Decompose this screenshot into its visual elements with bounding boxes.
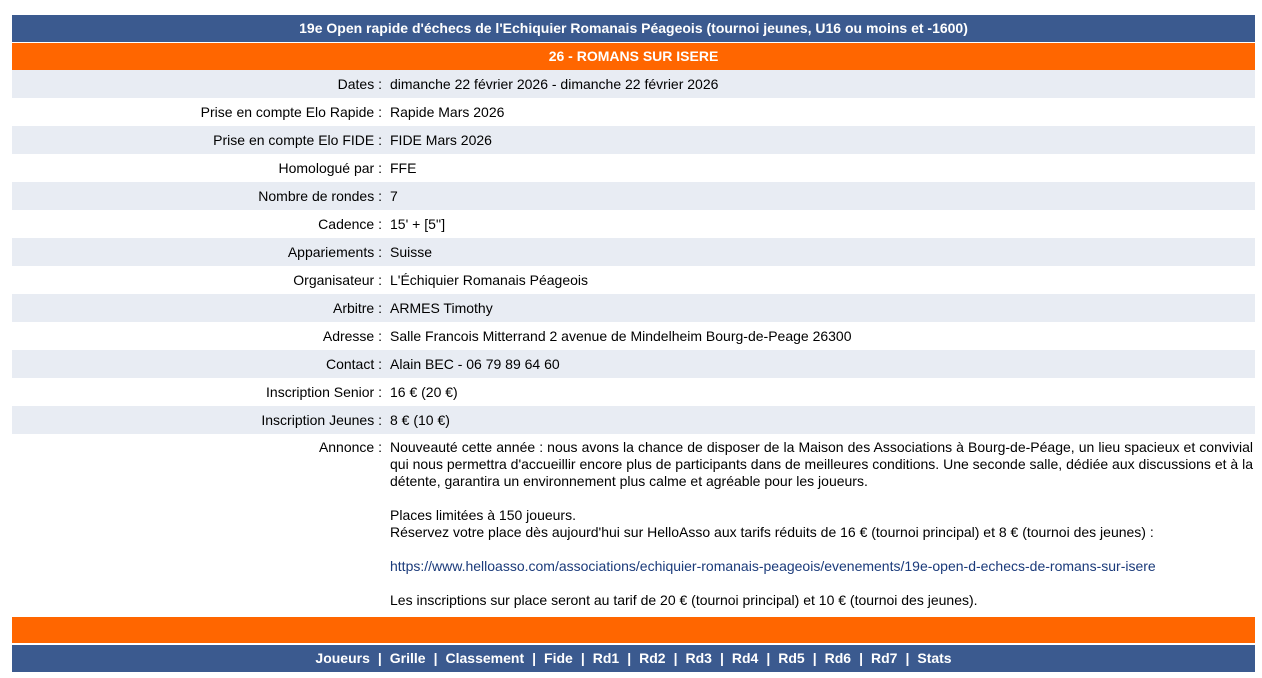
info-label: Appariements :	[12, 238, 390, 266]
annonce-paragraph	[390, 507, 1255, 541]
info-row	[12, 126, 1255, 154]
tournament-nav	[12, 645, 1255, 672]
info-value: 8 € (10 €)	[390, 406, 1255, 434]
info-value: dimanche 22 février 2026 - dimanche 22 février 2026	[390, 70, 1255, 98]
nav-link-rd4[interactable]: Rd4	[731, 650, 759, 666]
info-label: Inscription Senior :	[12, 378, 390, 406]
nav-link-rd6[interactable]: Rd6	[824, 650, 852, 666]
annonce-places: Places limitées à 150 joueurs.	[390, 507, 576, 523]
info-value: L'Échiquier Romanais Péageois	[390, 266, 1255, 294]
info-label: Prise en compte Elo FIDE :	[12, 126, 390, 154]
info-row	[12, 182, 1255, 210]
nav-link-rd5[interactable]: Rd5	[778, 650, 805, 666]
info-label: Nombre de rondes :	[12, 182, 390, 210]
info-value: Suisse	[390, 238, 1255, 266]
nav-link-rd2[interactable]: Rd2	[639, 650, 666, 666]
info-label: Adresse :	[12, 322, 390, 350]
annonce-label: Annonce :	[12, 434, 390, 615]
info-value: Rapide Mars 2026	[390, 98, 1255, 126]
info-value: Alain BEC - 06 79 89 64 60	[390, 350, 1255, 378]
info-row	[12, 266, 1255, 294]
info-label: Organisateur :	[12, 266, 390, 294]
info-value: Salle Francois Mitterrand 2 avenue de Mindelheim Bourg-de-Peage 26300	[390, 322, 1255, 350]
nav-separator: |	[766, 650, 771, 666]
info-row	[12, 210, 1255, 238]
info-value: FIDE Mars 2026	[390, 126, 1255, 154]
nav-separator: |	[532, 650, 537, 666]
nav-separator: |	[377, 650, 382, 666]
tournament-info-table	[12, 70, 1255, 615]
nav-link-rd3[interactable]: Rd3	[685, 650, 712, 666]
nav-link-rd1[interactable]: Rd1	[592, 650, 620, 666]
annonce-paragraph: Les inscriptions sur place seront au tarif de 20 € (tournoi principal) et 10 € (tournoi des jeunes).	[390, 592, 978, 608]
nav-link-classement[interactable]: Classement	[445, 650, 525, 666]
info-value: 16 € (20 €)	[390, 378, 1255, 406]
info-label: Prise en compte Elo Rapide :	[12, 98, 390, 126]
annonce-row	[12, 434, 1255, 615]
nav-link-grille[interactable]: Grille	[389, 650, 426, 666]
nav-link-joueurs[interactable]: Joueurs	[315, 650, 370, 666]
info-label: Contact :	[12, 350, 390, 378]
tournament-location: 26 - ROMANS SUR ISERE	[12, 43, 1255, 70]
nav-link-rd7[interactable]: Rd7	[870, 650, 898, 666]
info-value: 7	[390, 182, 1255, 210]
tournament-page	[12, 15, 1255, 672]
nav-separator: |	[719, 650, 724, 666]
annonce-paragraph: Nouveauté cette année : nous avons la chance de disposer de la Maison des Associations à Bourg-de-Péage, un lieu spacieux et convivial qui nous permettra d'accueillir encore plus de participants dans de meilleures conditions. Une seconde salle, dédiée aux discussions et à la détente, garantira un environnement plus calme et agréable pour les joueurs.	[390, 439, 1253, 489]
nav-separator: |	[673, 650, 678, 666]
nav-separator: |	[812, 650, 817, 666]
nav-separator: |	[905, 650, 910, 666]
info-row	[12, 70, 1255, 98]
info-row	[12, 154, 1255, 182]
tournament-title: 19e Open rapide d'échecs de l'Echiquier Romanais Péageois (tournoi jeunes, U16 ou moins et -1600)	[12, 15, 1255, 42]
info-value: FFE	[390, 154, 1255, 182]
info-label: Homologué par :	[12, 154, 390, 182]
info-row	[12, 98, 1255, 126]
nav-link-fide[interactable]: Fide	[544, 650, 573, 666]
info-label: Cadence :	[12, 210, 390, 238]
info-row	[12, 294, 1255, 322]
nav-separator: |	[433, 650, 438, 666]
info-row	[12, 378, 1255, 406]
nav-separator: |	[627, 650, 632, 666]
nav-separator: |	[580, 650, 585, 666]
footer-divider-bar	[12, 617, 1255, 643]
info-label: Arbitre :	[12, 294, 390, 322]
info-value: ARMES Timothy	[390, 294, 1255, 322]
info-row	[12, 406, 1255, 434]
info-row	[12, 322, 1255, 350]
annonce-content	[390, 434, 1255, 615]
info-row	[12, 350, 1255, 378]
nav-separator: |	[859, 650, 863, 666]
info-value: 15' + [5'']	[390, 210, 1255, 238]
annonce-link-paragraph	[390, 558, 1255, 575]
helloasso-link[interactable]: https://www.helloasso.com/associations/echiquier-romanais-peageois/evenements/19e-open-d-echecs-de-romans-sur-isere	[390, 558, 1156, 574]
annonce-reservation: Réservez votre place dès aujourd'hui sur HelloAsso aux tarifs réduits de 16 € (tournoi principal) et 8 € (tournoi des jeunes) :	[390, 524, 1154, 540]
info-label: Dates :	[12, 70, 390, 98]
info-label: Inscription Jeunes :	[12, 406, 390, 434]
nav-link-stats[interactable]: Stats	[917, 650, 952, 666]
info-row	[12, 238, 1255, 266]
